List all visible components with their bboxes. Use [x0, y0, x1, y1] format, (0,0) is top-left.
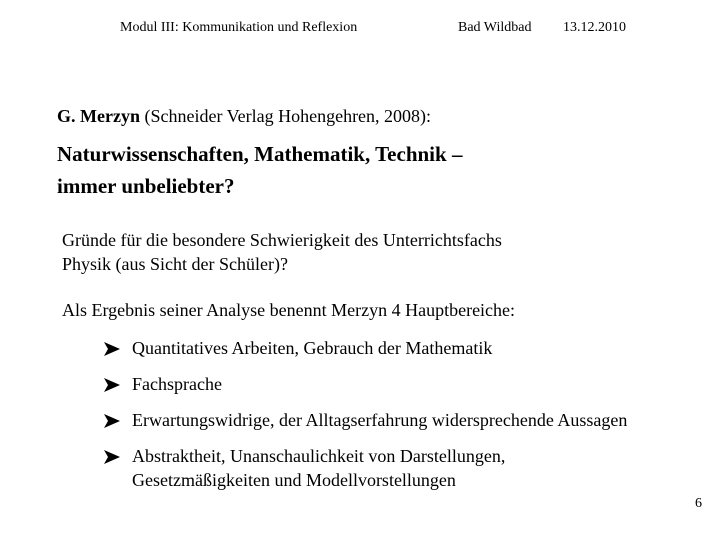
main-areas-list — [102, 336, 702, 504]
header-module: Modul III: Kommunikation und Reflexion — [120, 20, 358, 35]
page-number: 6 — [695, 496, 702, 511]
reference-source: (Schneider Verlag Hohengehren, 2008): — [139, 106, 432, 126]
slide-title-line-2: immer unbeliebter? — [57, 174, 235, 198]
arrowhead-bullet-icon — [104, 450, 120, 464]
arrowhead-bullet-icon — [104, 342, 120, 356]
reference-line — [57, 106, 431, 127]
list-item — [102, 336, 702, 360]
header-date: 13.12.2010 — [563, 20, 626, 35]
list-item-text-line-2: Gesetzmäßigkeiten und Modellvorstellungen — [132, 470, 456, 490]
arrowhead-bullet-icon — [104, 378, 120, 392]
slide-title-line-1: Naturwissenschaften, Mathematik, Technik – — [57, 142, 463, 166]
list-item-text-line-1: Abstraktheit, Unanschaulichkeit von Darstellungen, — [132, 446, 506, 466]
header-place: Bad Wildbad — [458, 20, 532, 35]
question-text — [62, 228, 662, 276]
list-item-text: Erwartungswidrige, der Alltagserfahrung widersprechende Aussagen — [132, 410, 628, 430]
list-item — [102, 444, 702, 492]
intro-text: Als Ergebnis seiner Analyse benennt Merzyn 4 Hauptbereiche: — [62, 300, 516, 320]
question-line-1: Gründe für die besondere Schwierigkeit des Unterrichtsfachs — [62, 230, 502, 250]
arrowhead-bullet-icon — [104, 414, 120, 428]
list-item — [102, 408, 702, 432]
question-line-2: Physik (aus Sicht der Schüler)? — [62, 254, 288, 274]
list-item-text: Fachsprache — [132, 374, 222, 394]
slide-title — [57, 138, 657, 202]
list-item — [102, 372, 702, 396]
list-item-text: Quantitatives Arbeiten, Gebrauch der Mathematik — [132, 338, 493, 358]
reference-author: G. Merzyn — [57, 106, 140, 126]
